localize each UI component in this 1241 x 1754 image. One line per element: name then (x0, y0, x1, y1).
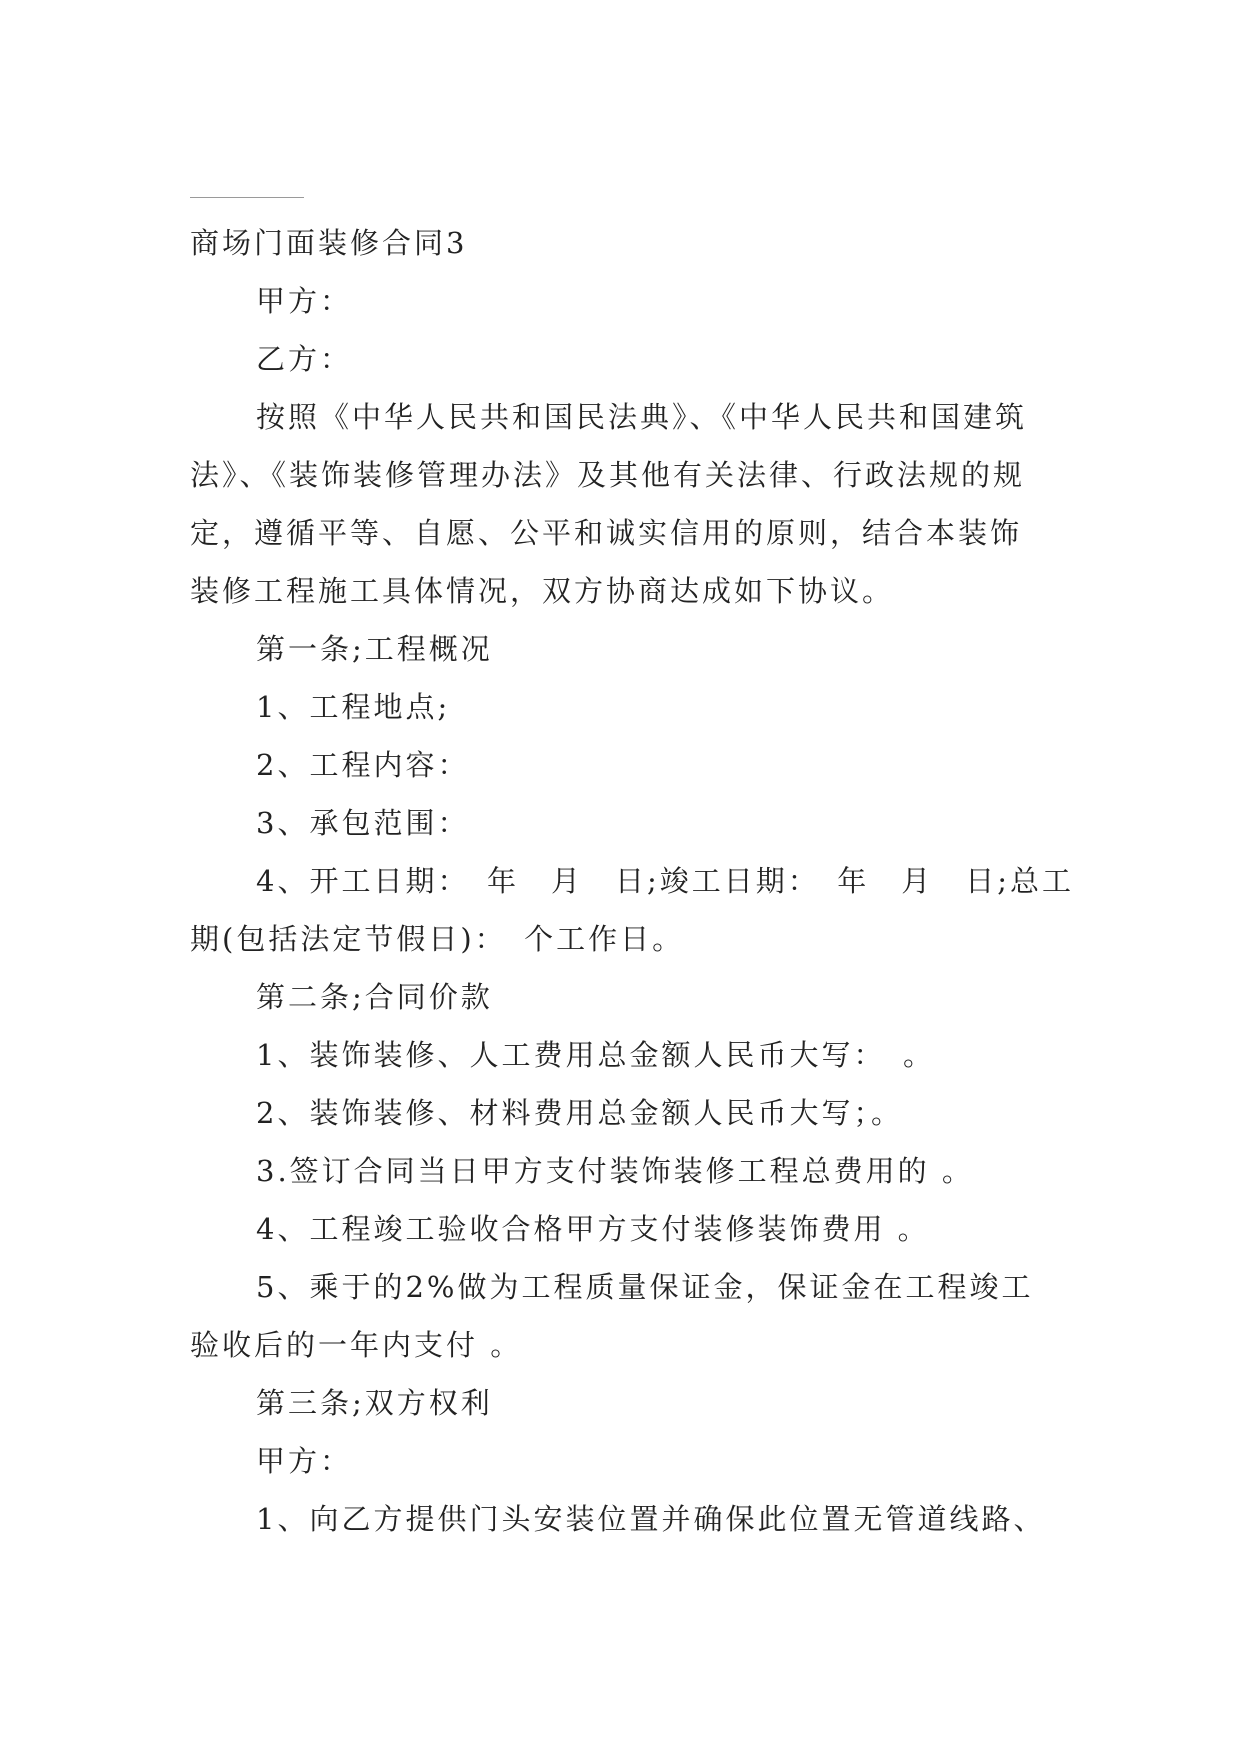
paragraph-line: 3.签订合同当日甲方支付装饰装修工程总费用的 。 (256, 1154, 974, 1188)
paragraph-line: 装修工程施工具体情况，双方协商达成如下协议。 (190, 574, 895, 608)
paragraph-line: 5、乘于的2%做为工程质量保证金，保证金在工程竣工 (256, 1270, 1034, 1304)
paragraph-line: 2、装饰装修、材料费用总金额人民币大写；。 (256, 1096, 903, 1130)
paragraph-line: 2、工程内容： (256, 748, 470, 782)
paragraph-line: 期(包括法定节假日)： 个工作日。 (190, 922, 685, 956)
section-heading: 第二条;合同价款 (256, 980, 493, 1014)
header-rule (190, 197, 304, 198)
paragraph-line: 按照《中华人民共和国民法典》、《中华人民共和国建筑 (256, 400, 1028, 434)
paragraph-line: 4、工程竣工验收合格甲方支付装修装饰费用 。 (256, 1212, 930, 1246)
paragraph-line: 1、向乙方提供门头安装位置并确保此位置无管道线路、 (256, 1502, 1046, 1536)
paragraph-line: 3、承包范围： (256, 806, 470, 840)
document-title: 商场门面装修合同3 (190, 226, 468, 260)
paragraph-line: 甲方： (256, 1444, 353, 1478)
paragraph-line: 法》、《装饰装修管理办法》及其他有关法律、行政法规的规 (190, 458, 1026, 492)
paragraph-line: 定，遵循平等、自愿、公平和诚实信用的原则，结合本装饰 (190, 516, 1023, 550)
paragraph-line: 1、装饰装修、人工费用总金额人民币大写： 。 (256, 1038, 935, 1072)
paragraph-line: 4、开工日期： 年 月 日;竣工日期： 年 月 日;总工 (256, 864, 1074, 898)
paragraph-line: 1、工程地点; (256, 690, 451, 724)
paragraph-line: 甲方： (256, 284, 353, 318)
paragraph-line: 乙方： (256, 342, 353, 376)
section-heading: 第三条;双方权利 (256, 1386, 493, 1420)
section-heading: 第一条;工程概况 (256, 632, 493, 666)
paragraph-line: 验收后的一年内支付 。 (190, 1328, 523, 1362)
document-body (190, 214, 1074, 1548)
